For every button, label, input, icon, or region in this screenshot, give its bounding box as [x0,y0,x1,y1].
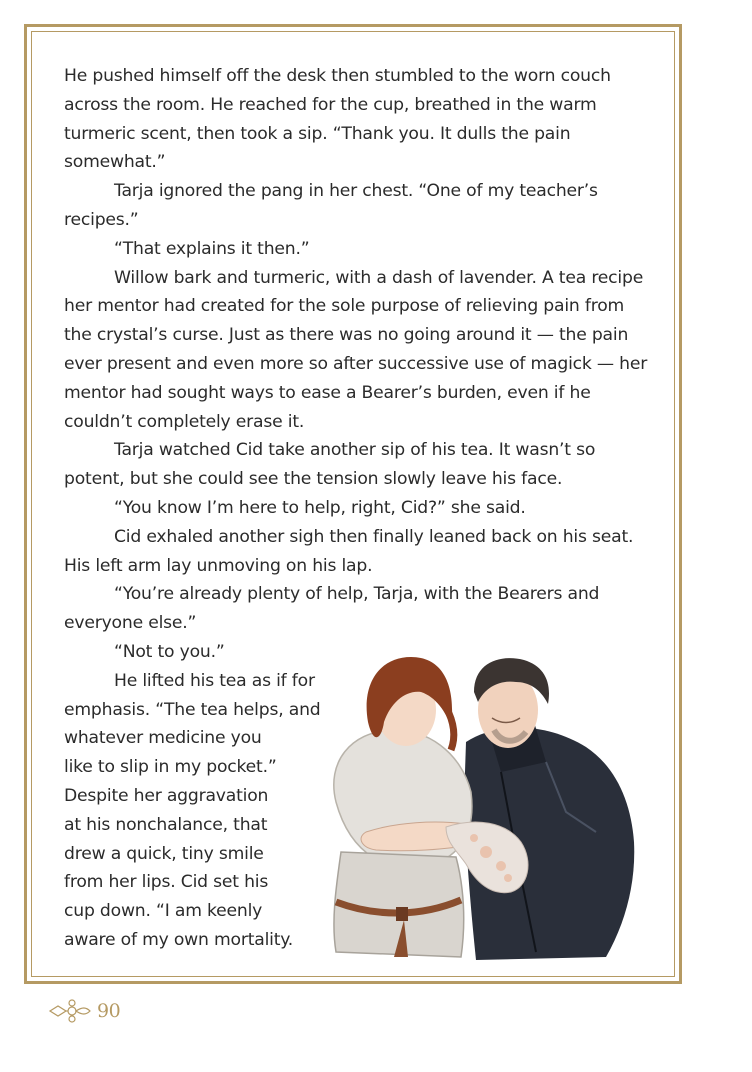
text-line: emphasis. “The tea helps, and [64,699,321,720]
paragraph: “You’re already plenty of help, Tarja, with the Bearers and everyone else.” [64,584,600,634]
wrapped-paragraph [64,667,326,955]
paragraph: He pushed himself off the desk then stumbled to the worn couch across the room. He reached for the cup, breathed in the warm turmeric scent, then took a sip. “Thank you. It dulls the pain somewhat.” [64,66,611,173]
text-line: Despite her aggravation [64,785,269,806]
paragraph: “That explains it then.” [114,238,310,259]
text-line: whatever medicine you [64,728,262,749]
tarja-and-cid-illustration [296,652,642,964]
text-line: drew a quick, tiny smile [64,843,264,864]
paragraph: “Not to you.” [114,641,225,662]
text-line: aware of my own mortality. [64,929,294,950]
text-line: He lifted his tea as if for [114,670,315,691]
text-line: cup down. “I am keenly [64,901,263,922]
paragraph: Willow bark and turmeric, with a dash of lavender. A tea recipe her mentor had created for the sole purpose of relieving pain from the crystal’s curse. Just as there was no going around it — the pain ever present and even more so after successive use of magick — her mentor had sought ways to ease a Bearer’s burden, even if he couldn’t completely erase it. [64,267,648,432]
text-line: at his nonchalance, that [64,814,268,835]
paragraph: Tarja ignored the pang in her chest. “One of my teacher’s recipes.” [64,181,598,230]
text-line: like to slip in my pocket.” [64,757,277,778]
page-folio [48,996,120,1026]
paragraph: Tarja watched Cid take another sip of his tea. It wasn’t so potent, but she could see the tension slowly leave his face. [64,440,596,490]
paragraph: “You know I’m here to help, right, Cid?” she said. [114,497,526,518]
flourish-ornament-icon [48,998,94,1024]
text-line: from her lips. Cid set his [64,872,269,893]
paragraph: Cid exhaled another sigh then finally leaned back on his seat. His left arm lay unmoving on his lap. [64,526,634,576]
page-number: 90 [97,1000,121,1022]
